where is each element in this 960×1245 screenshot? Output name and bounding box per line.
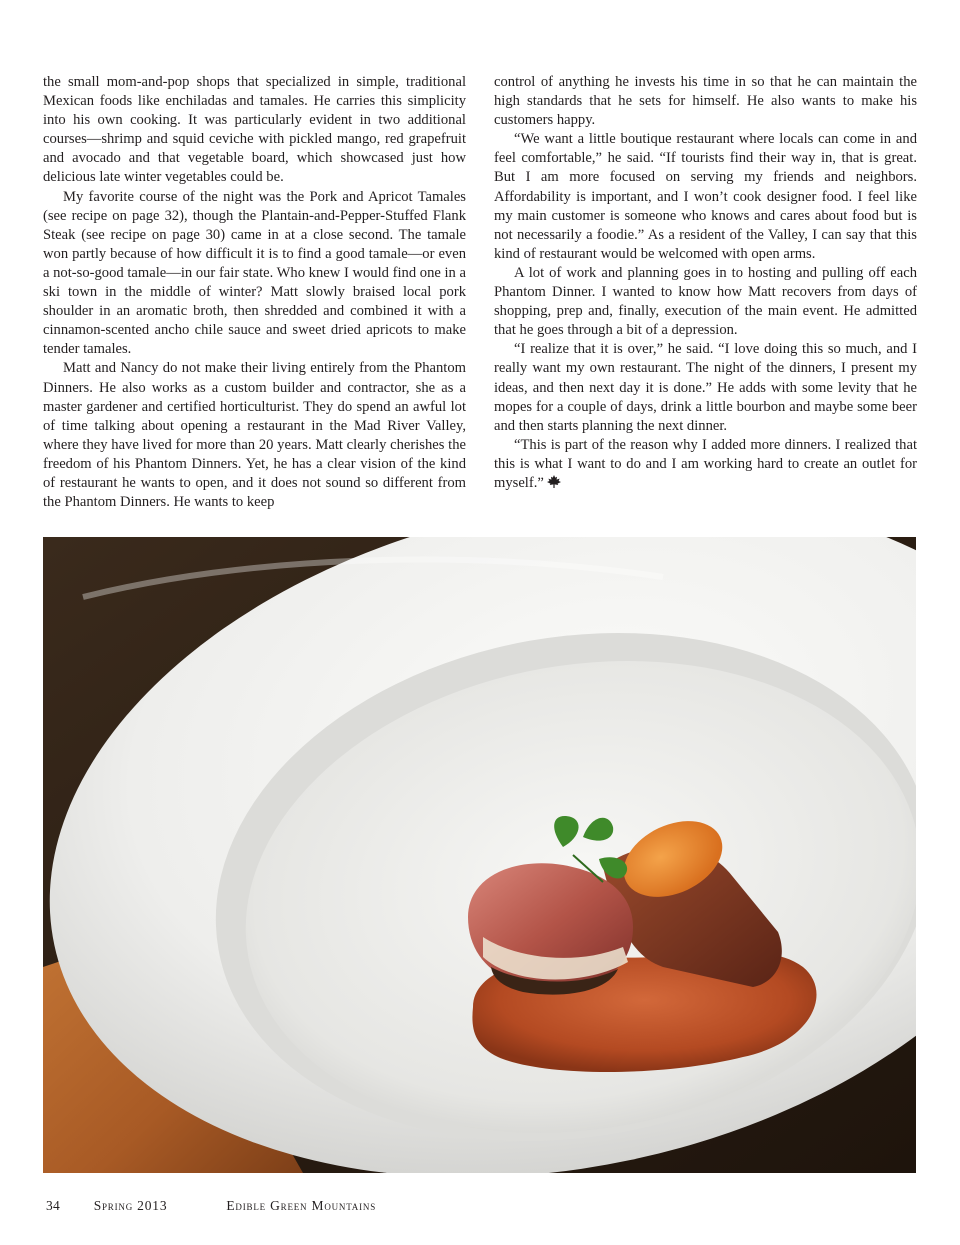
article-paragraph: the small mom-and-pop shops that specialized in simple, traditional Mexican foods like enchiladas and tamales. He carries this simplicity into his own cooking. It was particularly evident in two additional courses—shrimp and squid ceviche with pickled mango, red grapefruit and avocado and that vegetable board, which showcased just how delicious late winter vegetables could be. <box>43 74 466 186</box>
article-column-left <box>43 73 466 512</box>
article-paragraph-final: “This is part of the reason why I added more dinners. I realized that this is what I want to do and I am working hard to create an outlet for myself.” <box>494 436 917 491</box>
article-paragraph: Matt and Nancy do not make their living entirely from the Phantom Dinners. He also works as a custom builder and contractor, she as a master gardener and certified horticulturist. They do spend an awful lot of time talking about opening a restaurant in the Mad River Valley, where they have lived for more than 20 years. Matt clearly cherishes the freedom of his Phantom Dinners. Yet, he has a clear vision of the kind of restaurant he wants to open, and it does not sound so different from the Phantom Dinners. He wants to keep <box>43 360 466 511</box>
article-paragraph: A lot of work and planning goes in to hosting and pulling off each Phantom Dinner. I wanted to know how Matt recovers from days of shopping, prep and, finally, execution of the main event. He admitted that he goes through a bit of a depression. <box>494 264 917 339</box>
article-paragraph: “We want a little boutique restaurant where locals can come in and feel comfortable,” he said. “If tourists find their way in, that is great. But I am more focused on serving my friends and neighbors. Affordability is important, and I won’t cook designer food. I feel like my main customer is someone who knows and cares about food but is not necessarily a foodie.” As a resident of the Valley, I can say that this kind of restaurant would be welcomed with open arms. <box>494 131 917 262</box>
article-paragraph: control of anything he invests his time in so that he can maintain the high standards that he sets for himself. He also wants to make his customers happy. <box>494 74 917 129</box>
issue-date: Spring 2013 <box>93 1198 168 1213</box>
page-number: 34 <box>46 1198 61 1213</box>
maple-leaf-icon <box>547 475 561 488</box>
page-footer <box>46 1198 376 1214</box>
food-photo-illustration <box>43 537 916 1173</box>
article-paragraph: “I realize that it is over,” he said. “I love doing this so much, and I really want my own restaurant. The night of the dinners, I present my ideas, and then next day it is done.” He adds with some levity that he mopes for a couple of days, drink a little bourbon and maybe some beer and then starts planning the next dinner. <box>494 341 917 434</box>
article-column-right <box>494 73 917 493</box>
article-paragraph: My favorite course of the night was the Pork and Apricot Tamales (see recipe on page 32), though the Plantain-and-Pepper-Stuffed Flank Steak (see recipe on page 30) came in at a close second. The tamale won partly because of how difficult it is to find a good tamale—or even a not-so-good tamale—in our fair state. Who knew I would find one in a ski town in the middle of winter? Matt slowly braised local pork shoulder in an aromatic broth, then shredded and combined it with a cinnamon-scented ancho chile sauce and sweet dried apricots to make tender tamales. <box>43 188 466 358</box>
plated-dish-photo <box>43 537 916 1173</box>
publication-name: Edible Green Mountains <box>226 1198 376 1213</box>
